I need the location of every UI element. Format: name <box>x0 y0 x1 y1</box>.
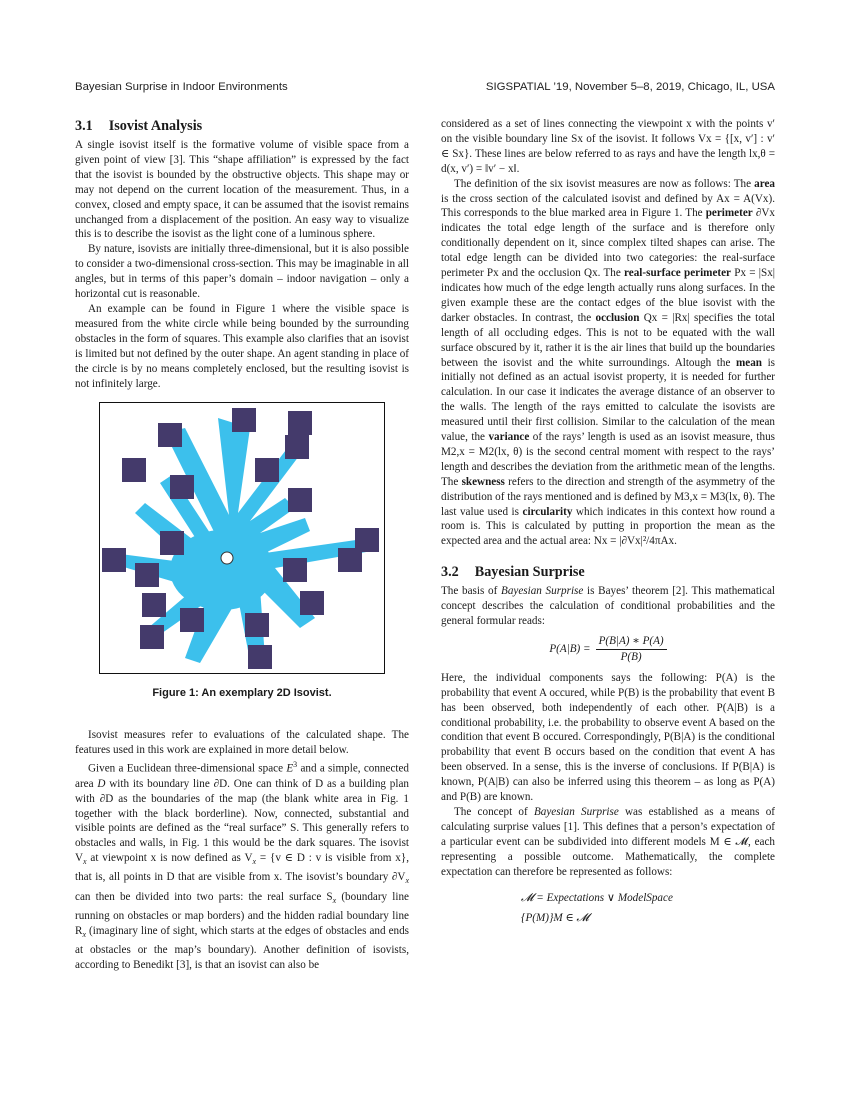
section-title: Bayesian Surprise <box>474 564 585 581</box>
obstacle-square <box>285 435 309 459</box>
obstacle-square <box>180 608 204 632</box>
section-heading-3-2 <box>441 563 775 581</box>
obstacle-square <box>170 475 194 499</box>
header-title: Bayesian Surprise in Indoor Environments <box>75 81 288 93</box>
obstacle-square <box>248 645 272 669</box>
model-space-equation <box>441 888 775 928</box>
obstacle-square <box>142 593 166 617</box>
equation-fraction <box>596 634 667 665</box>
bayes-equation <box>441 634 775 665</box>
paragraph: Given a Euclidean three-dimensional space $E^3$ and a simple, connected area D with its boundary line ∂D. One can think of D as a building plan with ∂D as the boundaries of the map (the blank white area in Fig. 1 together with the black borderline). Now, connected, substantial and visible points are defined as the “real surface” S. This generally refers to obstacles and walls, in Fig. 1 this would be the dark squares. The isovist $V_x$ at viewpoint x is now defined as $V_x = \{v$ ∈ D : v is visible from x}, that is, all points in D that are visible from x. The isovist’s boundary $\partial V_x$ can then be divided into two parts: the real surface $S_x$ (boundary line running on obstacles or map borders) and the hidden radial boundary line $R_x$ (imaginary line of sight, which starts at the edges of obstacles and ends at obstacles or the map’s boundary). Another definition of isovists, according to Benedikt [3], is that an isovist can also be <box>75 760 409 971</box>
section-heading-3-1 <box>75 117 409 135</box>
equation-lhs: P(A|B) = <box>549 642 591 655</box>
left-column <box>75 117 409 973</box>
paragraph: An example can be found in Figure 1 where the visible space is measured from the white circle while being bounded by the surrounding obstacles in the form of squares. This example also clarifies that an isovist is limited but not defined by the outer shape. An agent standing in place of the circle is by no means completely enclosed, but the resulting isovist is not infinitely large. <box>75 302 409 390</box>
obstacle-square <box>255 458 279 482</box>
isovist-core <box>170 530 274 610</box>
viewpoint-circle <box>221 552 233 564</box>
equation-denominator: P(B) <box>620 650 642 663</box>
header-venue: SIGSPATIAL ’19, November 5–8, 2019, Chicago, IL, USA <box>485 81 775 93</box>
obstacle-square <box>288 411 312 435</box>
obstacle-square <box>300 591 324 615</box>
obstacle-square <box>288 488 312 512</box>
equation-numerator: P(B|A) ∗ P(A) <box>596 634 667 650</box>
paragraph: The concept of Bayesian Surprise was established as a means of calculating surprise values [1]. This defines that a person’s expectation of a particular event can be subdivided into different models M ∈ 𝓜, each representing a possible outcome. Mathematically, the complete expectation can therefore be represented as follows: <box>441 805 775 878</box>
equation-line: 𝓜 = Expectations ∨ ModelSpace <box>521 891 673 904</box>
obstacle-square <box>245 613 269 637</box>
right-column <box>441 117 775 928</box>
obstacle-square <box>122 458 146 482</box>
isovist-diagram <box>100 403 384 673</box>
obstacle-square <box>135 563 159 587</box>
equation-line: {P(M)}M ∈ 𝓜 <box>521 911 589 924</box>
obstacle-square <box>158 423 182 447</box>
term-circularity: circularity <box>522 505 573 518</box>
obstacle-square <box>283 558 307 582</box>
section-number: 3.1 <box>75 118 93 134</box>
paragraph: The definition of the six isovist measures are now as follows: The area is the cross section of the calculated isovist and defined by Ax = A(Vx). This corresponds to the blue marked area in Figure 1. The perimeter ∂Vx indicates the total edge length of the surface and is therefore only conditionally dependent on it, since complex tilted shapes can arise. The total edge length can be divided into two categories: the real-surface perimeter Px and the occlusion Qx. The real-surface perimeter Px = |Sx| indicates how much of the edge length actually runs along surfaces. In the given example these are the contact edges of the blue isovist with the darker obstacles. In contrast, the occlusion Qx = |Rx| specifies the total length of all occluding edges. This is not to be equated with the wall surface obscured by it, rather it is the air lines that build up the boundaries between the isovist and the white surroundings. Altough the mean is initially not defined as an actual isovist property, it is needed for further calculation. In our case it indicates the average distance of an observer to the walls. The length of the rays emitted to calculate the isovists are measured until their first collision. Similar to the calculation of the mean value, the variance of the rays’ length is used as an isovist measure, thus M2,x = M2(lx, θ) is the second central moment with respect to the rays’ length and describes the deviation from the arithmetic mean of the lengths. The skewness refers to the direction and strength of the asymmetry of the distribution of the rays mentioned and is defined by M3,x = M3(lx, θ). The last value used is circularity which indicates in this context how round a room is. This is calculated by putting in proportion the mean as the expected area and the actual area: Nx = |∂Vx|²/4πAx. <box>441 177 776 548</box>
term-occlusion: occlusion <box>595 311 640 324</box>
obstacle-square <box>232 408 256 432</box>
section-number: 3.2 <box>441 564 459 581</box>
obstacle-square <box>140 625 164 649</box>
figure-isovist <box>99 402 385 674</box>
paragraph: By nature, isovists are initially three-dimensional, but it is also possible to consider a two-dimensional cross-section. This may be imaginable in all angles, but in terms of this paper’s domain – indoor navigation – only a horizontal cut is reasonable. <box>75 243 409 301</box>
term-skewness: skewness <box>461 475 505 488</box>
term-variance: variance <box>488 431 530 444</box>
obstacle-square <box>102 548 126 572</box>
obstacle-square <box>338 548 362 572</box>
section-title: Isovist Analysis <box>108 118 203 134</box>
term-area: area <box>754 177 775 190</box>
obstacle-square <box>160 531 184 555</box>
paragraph: Isovist measures refer to evaluations of the calculated shape. The features used in this work are explained in more detail below. <box>75 729 409 757</box>
term-perimeter: perimeter <box>705 207 753 220</box>
term-real-surface-perimeter: real-surface perimeter <box>624 267 732 280</box>
paragraph: considered as a set of lines connecting the viewpoint x with the points v′ on the visible boundary line Sx of the isovist. It follows Vx = {[x, v′] : v′ ∈ Sx}. These lines are below referred to as rays and have the length lx,θ = d(x, v′) = ‖v′ − x‖. <box>441 118 775 175</box>
figure-caption: Figure 1: An exemplary 2D Isovist. <box>152 687 332 700</box>
paragraph: Here, the individual components says the following: P(A) is the probability that event A occured, while P(B) is the probability that event B has been observed, both independently of each other. P(A|B) is a conditional probability, i.e. the probability to observe event A based on the condition that event B occured. Correspondingly, P(B|A) is the conditional probability that event B occurs based on the condition that event A has been observed. In a sense, this is the inverse of conclusions. If P(B|A) is known, P(A|B) can also be inferred using this theorem – as long as P(A) and P(B) are known. <box>441 671 775 804</box>
term-mean: mean <box>735 356 762 369</box>
paragraph: The basis of Bayesian Surprise is Bayes’ theorem [2]. This mathematical concept describes the calculation of conditional probabilities and the general formular reads: <box>441 585 775 628</box>
paragraph: A single isovist itself is the formative volume of visible space from a given point of view [3]. This “shape affiliation” is expressed by the fact that the isovist is bounded by the obstructive objects. This shape may or may not depend on the current location of the measurement. Thus, in a convex, closed and empty space, it can be assumed that the isovist remains unchanged from a displacement of the position. An easy way to visualize this is to describe the isovist as the light cone of a luminous sphere. <box>75 139 409 241</box>
